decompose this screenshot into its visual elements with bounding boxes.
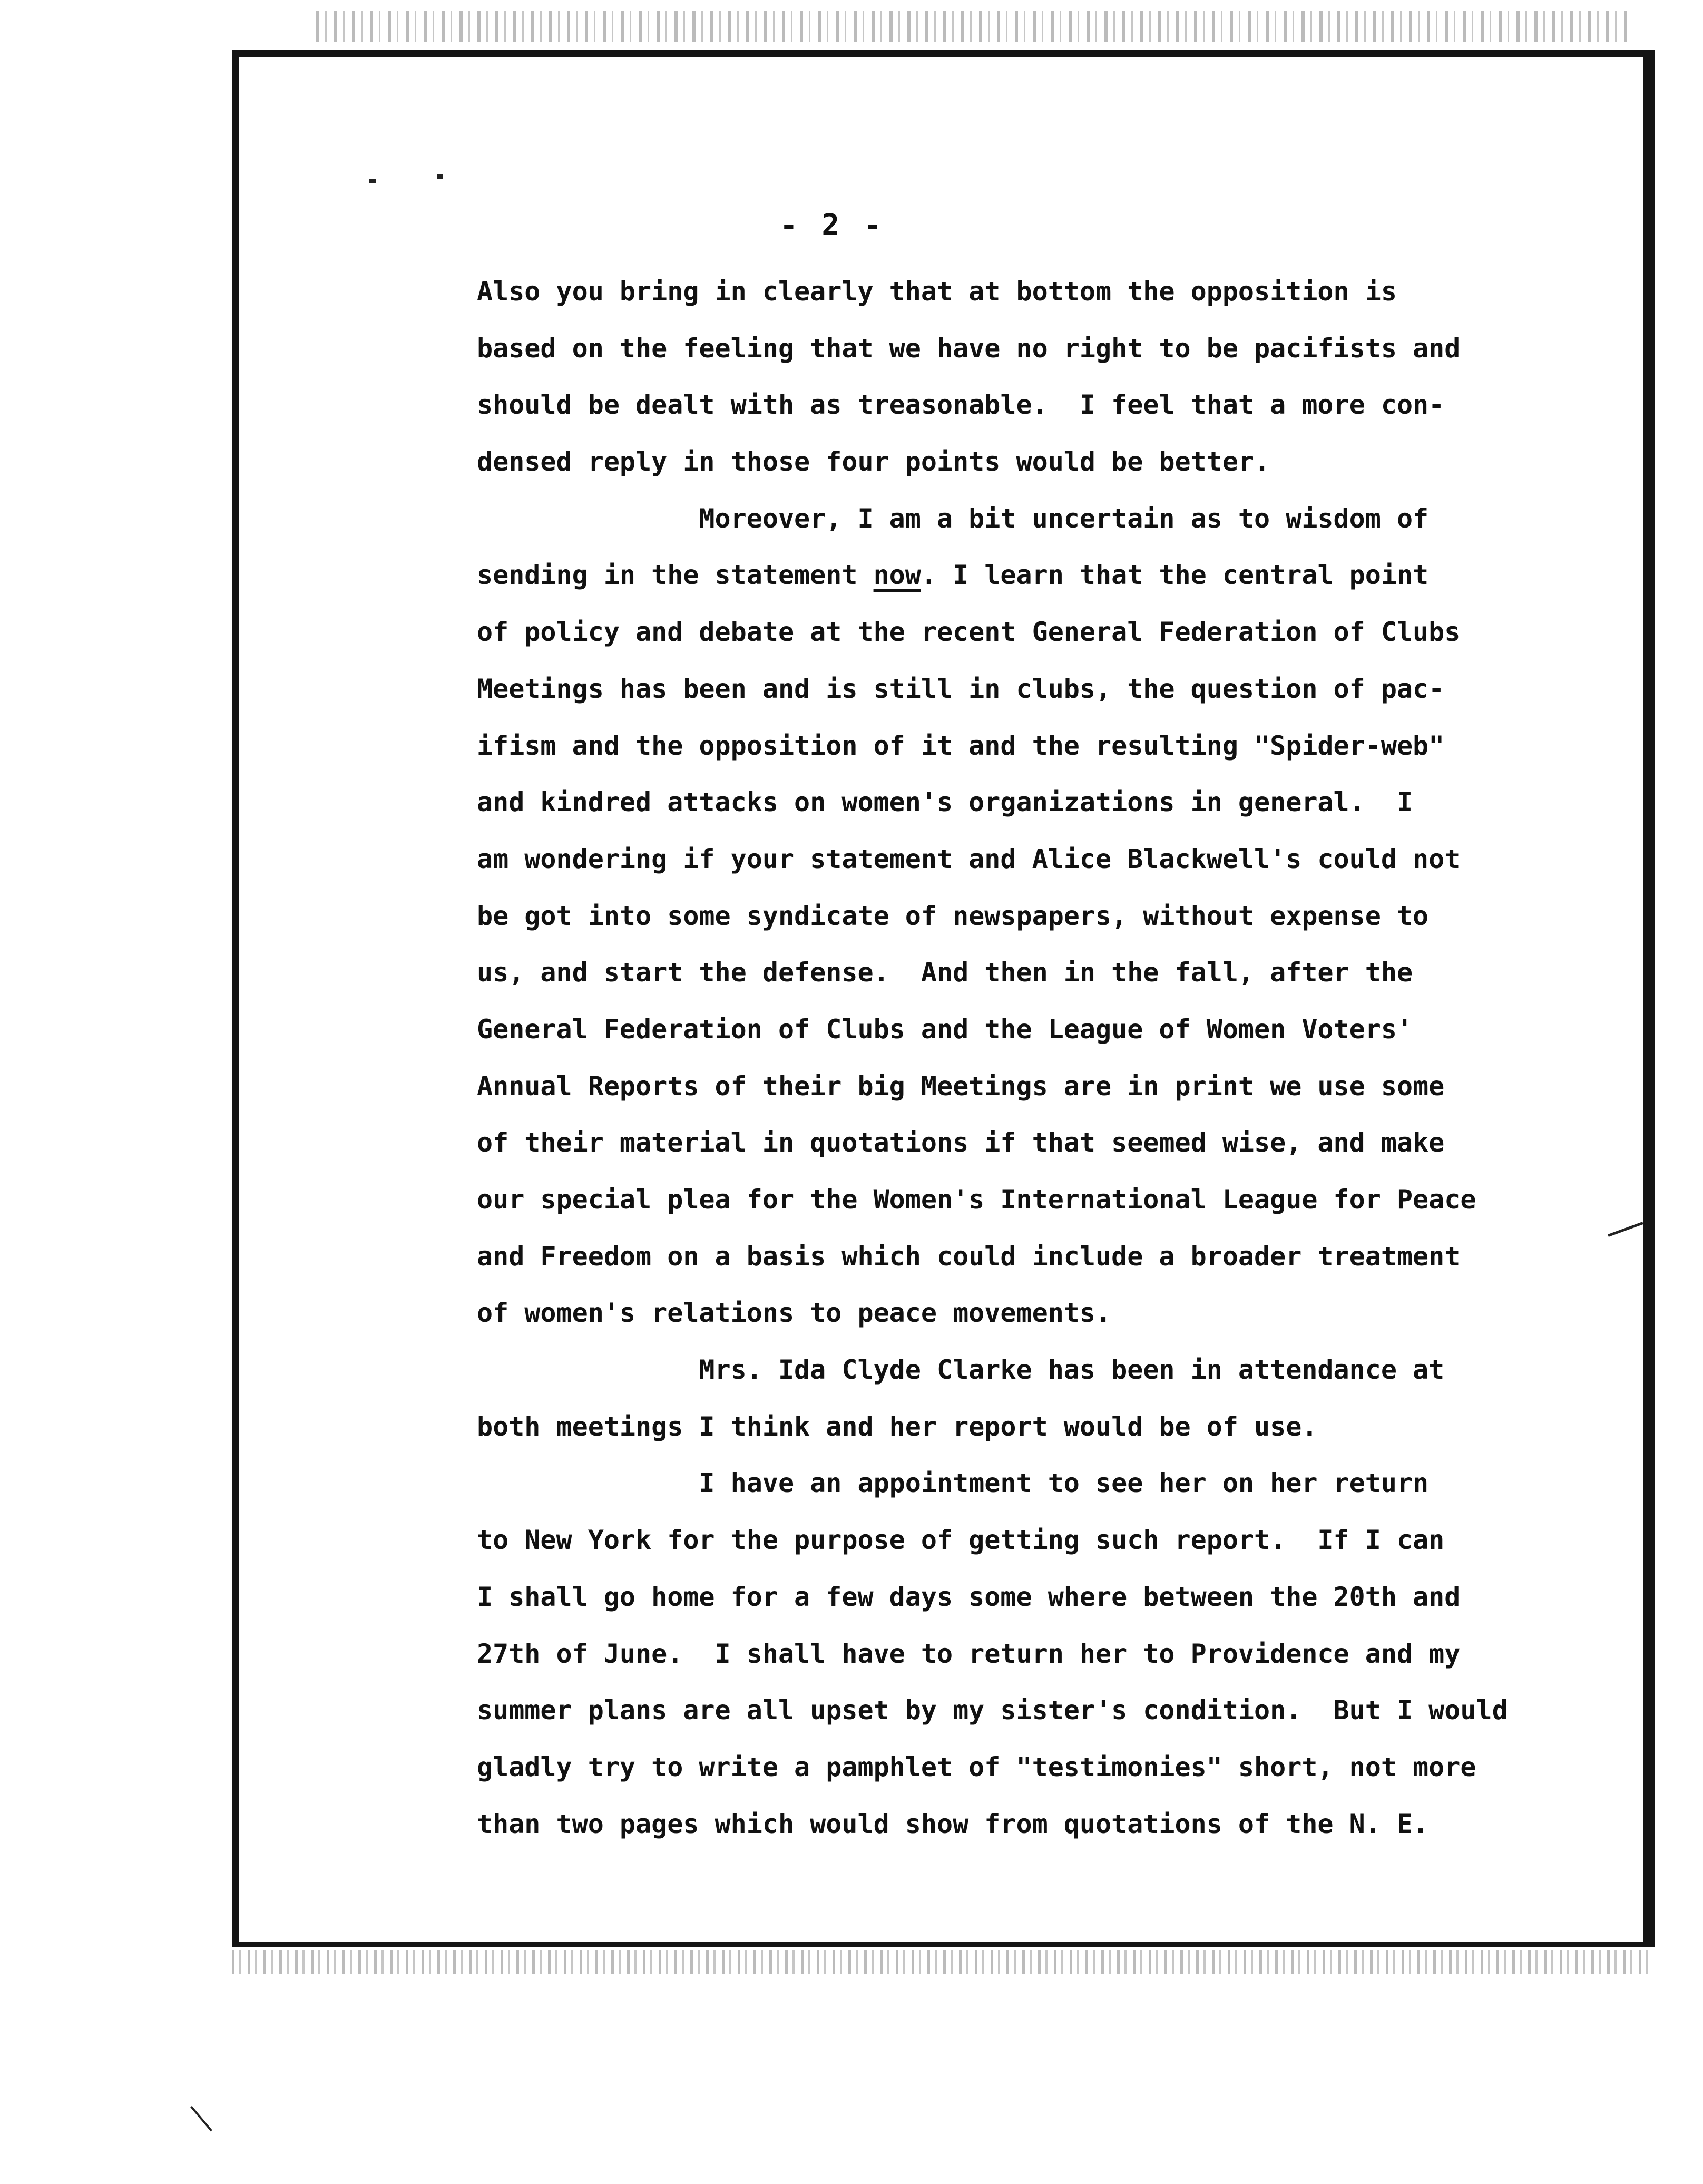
letter-body [477,264,1557,1852]
text-line-4: densed reply in those four points would be better. [477,446,1270,477]
text-line-17: our special plea for the Women's International League for Peace [477,1184,1476,1215]
text-line-20: Mrs. Ida Clyde Clarke has been in attendance at [477,1354,1445,1386]
text-line-14: General Federation of Clubs and the League of Women Voters' [477,1013,1413,1045]
stray-mark-bottom-left [190,2106,212,2132]
page-number: - 2 - [780,208,885,242]
text-line-19: of women's relations to peace movements. [477,1298,1112,1329]
text-line-15: Annual Reports of their big Meetings are in print we use some [477,1070,1445,1101]
text-line-8: Meetings has been and is still in clubs, the question of pac- [477,673,1445,704]
text-line-28: than two pages which would show from quotations of the N. E. [477,1808,1429,1839]
text-line-6-start: sending in the statement [477,560,874,591]
underlined-word-now: now [873,560,921,591]
text-line-25: 27th of June. I shall have to return her to Providence and my [477,1638,1461,1669]
scan-edge-noise-bottom [232,1950,1655,1974]
text-line-21: both meetings I think and her report would be of use. [477,1411,1318,1442]
text-line-24: I shall go home for a few days some where between the 20th and [477,1581,1461,1612]
text-line-10: and kindred attacks on women's organizations in general. I [477,787,1413,818]
text-line-16: of their material in quotations if that seemed wise, and make [477,1127,1445,1158]
text-line-7: of policy and debate at the recent General Federation of Clubs [477,617,1461,648]
text-line-27: gladly try to write a pamphlet of "testimonies" short, not more [477,1751,1476,1782]
text-line-22: I have an appointment to see her on her return [477,1468,1429,1499]
text-line-11: am wondering if your statement and Alice Blackwell's could not [477,843,1461,874]
text-line-26: summer plans are all upset by my sister's condition. But I would [477,1695,1508,1726]
stray-mark-left-2 [437,174,443,179]
text-line-18: and Freedom on a basis which could include a broader treatment [477,1241,1461,1272]
text-line-12: be got into some syndicate of newspapers, without expense to [477,900,1429,931]
text-line-23: to New York for the purpose of getting such report. If I can [477,1525,1445,1556]
text-line-13: us, and start the defense. And then in the fall, after the [477,957,1413,988]
text-line-6 [477,547,1557,604]
text-line-6-end: . I learn that the central point [921,560,1429,591]
text-line-5: Moreover, I am a bit uncertain as to wisdom of [477,503,1429,534]
text-line-9: ifism and the opposition of it and the resulting "Spider-web" [477,730,1445,761]
text-line-2: based on the feeling that we have no right to be pacifists and [477,333,1461,364]
text-line-1: Also you bring in clearly that at bottom the opposition is [477,276,1397,307]
stray-mark-left [369,179,376,183]
scan-edge-noise-top [316,11,1633,42]
text-line-3: should be dealt with as treasonable. I feel that a more con- [477,389,1445,421]
